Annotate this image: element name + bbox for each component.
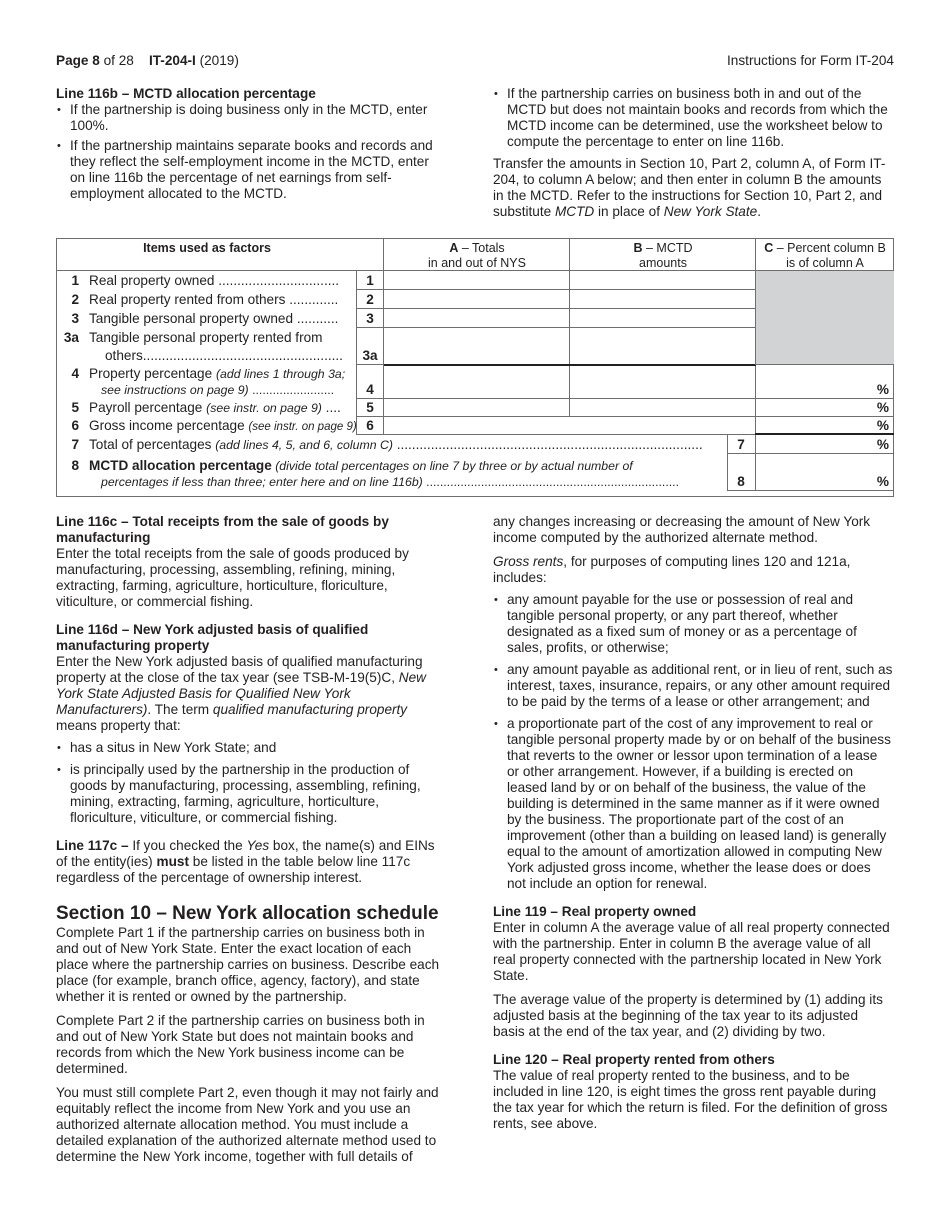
row-3a-col-b-input[interactable] (570, 328, 755, 364)
line-116b-section (56, 86, 442, 202)
row-6-col-c-input[interactable] (756, 417, 894, 434)
line-116b-bullets-cont (493, 86, 893, 150)
left-column-body (56, 514, 442, 1165)
percent-sign: % (876, 474, 889, 489)
line-120-title: Line 120 – Real property rented from others (493, 1052, 775, 1067)
bullet-item: • any amount payable for the use or possession of real and tangible personal property, or any part thereof, whether designated as a fixed sum of money or as a percentage of sales, profits, or otherwise; (493, 592, 893, 656)
section-10-para-3-cont: any changes increasing or decreasing the amount of New York income computed by the authorized alternate method. (493, 514, 871, 545)
line-116c-title: Line 116c – Total receipts from the sale of goods by manufacturing (56, 514, 389, 545)
row-1-col-b-input[interactable] (570, 271, 755, 289)
bullet-item: • is principally used by the partnership in the production of goods by manufacturing, processing, assembling, refining, mining, extracting, farming, agriculture, horticulture, floriculture, viticulture, or commercial fishing. (56, 762, 442, 826)
line-117c-paragraph: Line 117c – If you checked the Yes box, the name(s) and EINs of the entity(ies) must be listed in the table below line 117c regardless of the percentage of ownership interest. (56, 838, 435, 885)
page-number: 8 (92, 53, 100, 68)
bullet-item: • If the partnership is doing business only in the MCTD, enter 100%. (56, 102, 442, 134)
row-3-col-a-input[interactable] (384, 309, 569, 327)
row-7-col-c-input[interactable] (756, 436, 894, 453)
right-column-body (493, 514, 893, 1132)
gross-rents-intro: Gross rents, for purposes of computing lines 120 and 121a, includes: (493, 554, 851, 585)
section-10-para-2: Complete Part 2 if the partnership carries on business both in and out of New York State but does not maintain books and records from which the New York business income can be determined. (56, 1013, 425, 1076)
section-10-title: Section 10 – New York allocation schedule (56, 903, 439, 924)
row-5-col-b-input[interactable] (570, 399, 755, 416)
line-116d-body: Enter the New York adjusted basis of qualified manufacturing property at the close of the tax year (see TSB-M-19(5)C, New York State Adjusted Basis for Qualified New York Manufacturers). The term qualified manufacturing property means property that: (56, 654, 426, 733)
line-116d-title: Line 116d – New York adjusted basis of qualified manufacturing property (56, 622, 369, 653)
row-1-col-a-input[interactable] (384, 271, 569, 289)
bullet-item: • a proportionate part of the cost of any improvement to real or tangible personal property made by or on behalf of the business that reverts to the owner or lessor upon termination of a lease or other arrangement. However, if a building is erected on leased land by or on behalf of the business, the value of the building is determined in the same manner as if it were owned by the business. The proportionate part of the cost of an improvement (other than a building on leased land) is generally equal to the amount of amortization allowed in computing New York adjusted gross income, whether the lease does or does not include an option for renewal. (493, 716, 893, 892)
percent-sign: % (876, 437, 889, 452)
percent-sign: % (876, 400, 889, 415)
row-6-col-b-input[interactable] (570, 417, 755, 434)
row-2-col-b-input[interactable] (570, 290, 755, 308)
row-6-col-a-input[interactable] (384, 417, 569, 434)
row-5-col-a-input[interactable] (384, 399, 569, 416)
row-3a-col-a-input[interactable] (384, 328, 569, 364)
page-label: Page (56, 53, 89, 68)
bullet-item: • If the partnership carries on business both in and out of the MCTD but does not maintain books and records from which the MCTD income can be determined, use the worksheet below to compute the percentage to enter on line 116b. (493, 86, 893, 150)
line-116b-bullets (56, 102, 442, 202)
percent-sign: % (876, 382, 889, 397)
transfer-paragraph: Transfer the amounts in Section 10, Part 2, column A, of Form IT-204, to column A below; and then enter in column B the amounts in the MCTD. Refer to the instructions for Section 10, Part 2, and substitute MCTD in place of New York State. (493, 156, 886, 219)
page-total: of 28 (103, 53, 134, 68)
line-119-para-1: Enter in column A the average value of all real property connected with the partnership. Enter in column B the average value of all real property connected with the partnership located in New York State. (493, 920, 890, 983)
page-header-right: Instructions for Form IT-204 (727, 53, 894, 68)
mctd-worksheet-table: Items used as factors A – Totals in and out of NYS B – MCTD amounts C – Percent column B is of column A 1 Real property owned ................................ 1 2 Real property rented from others ............. 2 3 Tangible personal property owned ........... 3 3a Tangible personal property rented from others..................................................... 3a 4 Property percentage (add lines 1 through 3a; see instructions on page 9) ........................ 4 % 5 Payroll percentage (see instr. on page 9) .... 5 % 6 Gross income percentage (see instr. on page 9) 6 % 7 Total of percentages (add lines 4, 5, and 6, column C) ................................................................................. 7 % 8 MCTD allocation percentage (divide total percentages on line 7 by three or by actual number of percentages if less than three; enter here and on line 116b) .......................................................................... 8 % (56, 238, 894, 497)
line-119-title: Line 119 – Real property owned (493, 904, 697, 919)
row-4-col-a-input[interactable] (384, 366, 569, 398)
form-id: IT-204-I (148, 53, 196, 68)
row-4-col-b-input[interactable] (570, 366, 755, 398)
line-119-para-2: The average value of the property is determined by (1) adding its adjusted basis at the beginning of the tax year to its adjusted basis at the end of the tax year, and (2) dividing by two. (493, 992, 883, 1039)
line-116d-bullets (56, 740, 442, 826)
bullet-item: • has a situs in New York State; and (56, 740, 442, 756)
row-3-col-b-input[interactable] (570, 309, 755, 327)
section-10-para-3: You must still complete Part 2, even though it may not fairly and equitably reflect the income from New York and you use an authorized alternate allocation method. You must include a detailed explanation of the authorized alternate method used to determine the New York income, together with full details of (56, 1085, 439, 1164)
bullet-item: • any amount payable as additional rent, or in lieu of rent, such as interest, taxes, insurance, repairs, or any other amount required to be paid by the terms of a lease or other arrangement; and (493, 662, 893, 710)
form-year: (2019) (199, 53, 239, 68)
line-116b-title: Line 116b – MCTD allocation percentage (56, 86, 316, 101)
header-items: Items used as factors (143, 241, 271, 255)
row-5-col-c-input[interactable] (756, 399, 894, 416)
header-col-c: C – Percent column B is of column A (764, 241, 886, 270)
bullet-item: • If the partnership maintains separate books and records and they reflect the self-employment income in the MCTD, enter on line 116b the percentage of net earnings from self-employment allocated to the MCTD. (56, 138, 442, 202)
gross-rents-bullets (493, 592, 893, 892)
row-2-col-a-input[interactable] (384, 290, 569, 308)
percent-sign: % (876, 418, 889, 433)
page-header-left (56, 53, 239, 69)
row-4-col-c-input[interactable] (756, 366, 894, 398)
row-8-col-c-input[interactable] (756, 454, 894, 490)
line-116c-body: Enter the total receipts from the sale of goods produced by manufacturing, processing, assembling, refining, mining, extracting, farming, agriculture, horticulture, floriculture, viticulture, or commercial fishing. (56, 546, 409, 609)
line-120-body: The value of real property rented to the business, and to be included in line 120, is eight times the gross rent payable during the tax year for which the return is filed. For the definition of gross rents, see above. (493, 1068, 888, 1131)
shaded-cell (756, 270, 894, 365)
header-col-a: A – Totals in and out of NYS (428, 241, 526, 270)
header-col-b: B – MCTD amounts (633, 241, 693, 270)
line-116b-continued (493, 86, 893, 220)
section-10-para-1: Complete Part 1 if the partnership carries on business both in and out of New York State. Enter the exact location of each place where the partnership carries on business. Describe each place (for example, branch office, agency, factory), and state whether it is rented or owned by the partnership. (56, 925, 440, 1004)
